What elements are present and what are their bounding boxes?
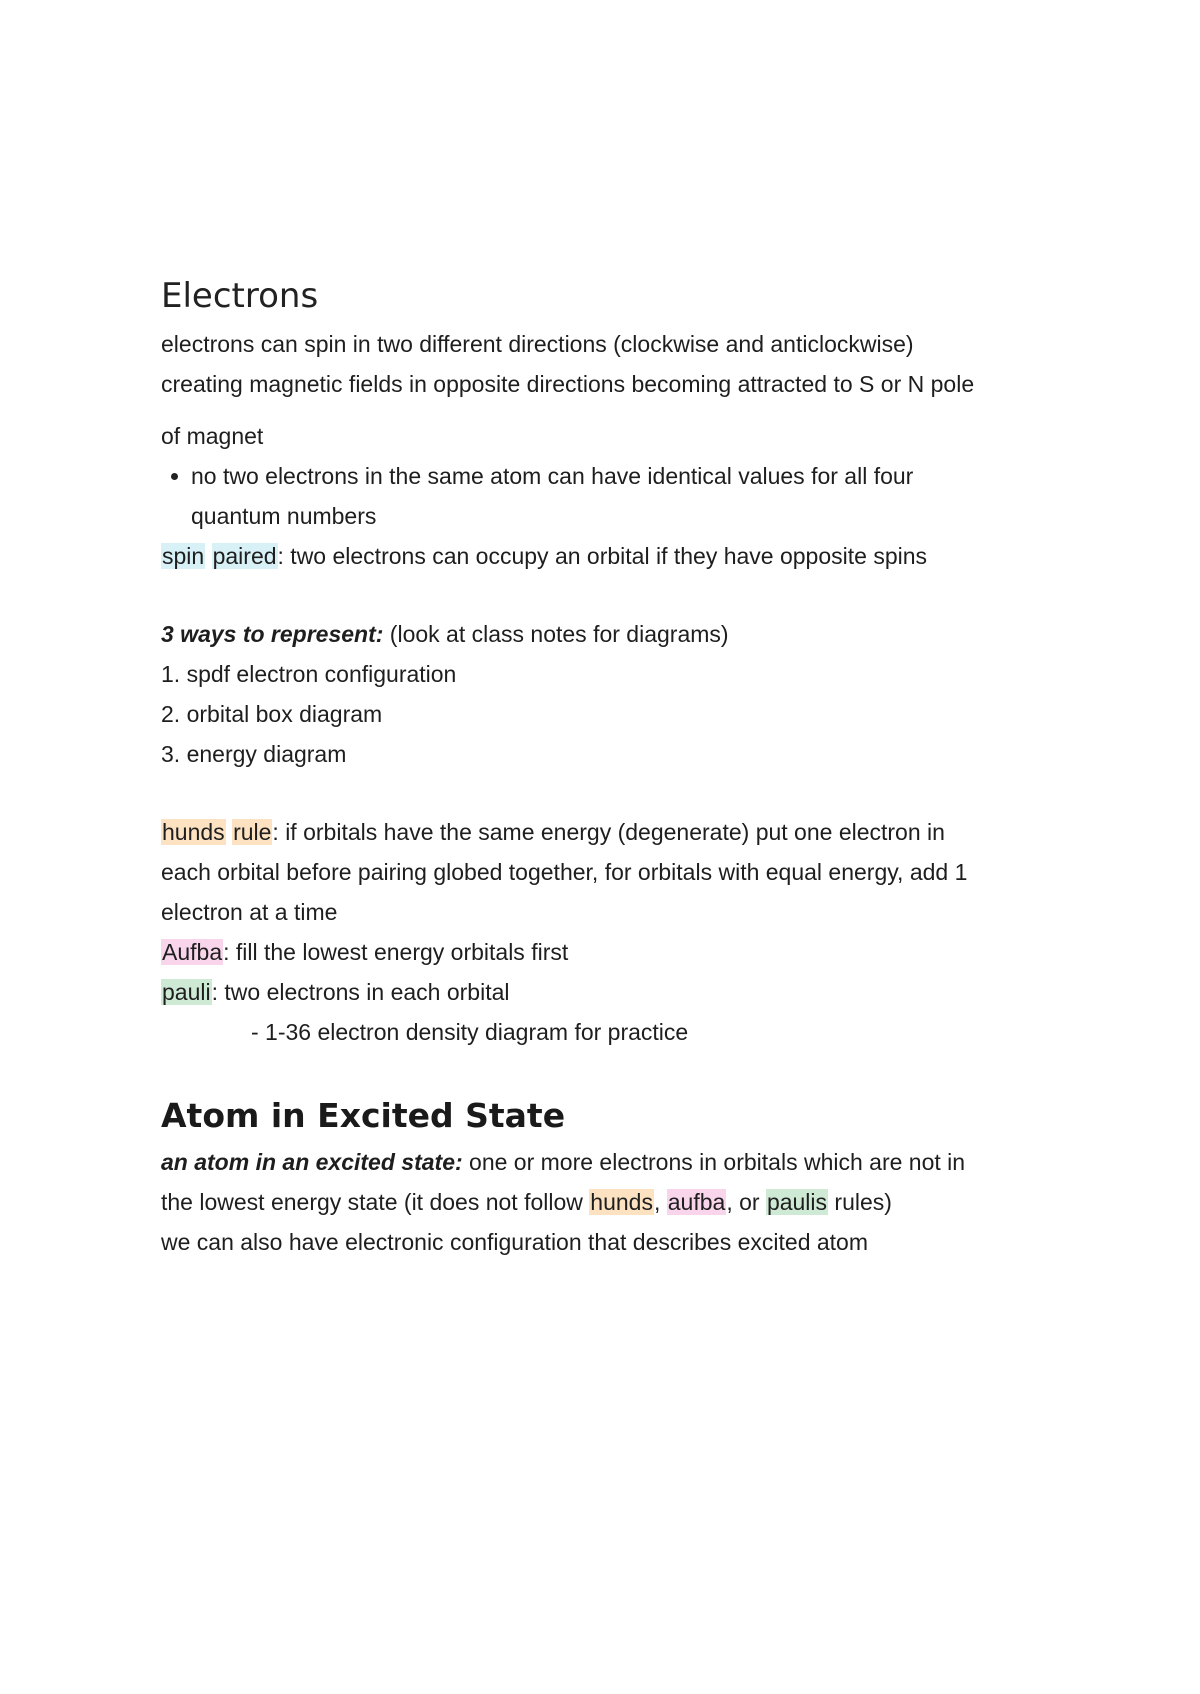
highlight-paired: paired [212,543,277,569]
ways-line [161,614,1061,654]
excited-line-3: we can also have electronic configuration that describes excited atom [161,1229,869,1255]
electrons-line-3: of magnet [161,423,264,449]
electrons-heading: Electrons [161,276,319,316]
highlight-paulis: paulis [766,1189,828,1215]
highlight-hunds-2: hunds [590,1189,653,1215]
rules-end-text: rules) [828,1189,892,1215]
bullet-item [161,456,1061,536]
comma-text: , [653,1189,667,1215]
hunds-text: : if orbitals have the same energy (degenerate) put one electron in [272,819,945,845]
excited-line-1 [161,1142,1061,1182]
ways-item-3: 3. energy diagram [161,741,347,767]
bullet-line-1: no two electrons in the same atom can have identical values for all four [191,463,914,489]
ways-label: 3 ways to represent: [161,621,384,647]
highlight-spin: spin [162,543,205,569]
excited-text-2: the lowest energy state (it does not follow [161,1189,590,1215]
spin-paired-text: : two electrons can occupy an orbital if they have opposite spins [277,543,928,569]
aufba-text: : fill the lowest energy orbitals first [223,939,569,965]
highlight-hunds: hunds [162,819,225,845]
or-text: , or [726,1189,766,1215]
hunds-line-3: electron at a time [161,899,338,925]
pauli-text: : two electrons in each orbital [211,979,510,1005]
electrons-line-1: electrons can spin in two different directions (clockwise and anticlockwise) [161,331,914,357]
aufba-line [161,932,1061,972]
excited-heading: Atom in Excited State [161,1096,566,1135]
excited-label: an atom in an excited state: [161,1149,463,1175]
ways-item-2: 2. orbital box diagram [161,701,383,727]
ways-note: (look at class notes for diagrams) [383,621,729,647]
pauli-line [161,972,1061,1012]
highlight-rule: rule [233,819,272,845]
hunds-line-2: each orbital before pairing globed together, for orbitals with equal energy, add 1 [161,859,968,885]
highlight-aufba-2: aufba [667,1189,726,1215]
bullet-line-2: quantum numbers [191,503,377,529]
excited-line-2 [161,1182,1061,1222]
spin-paired-line [161,536,1061,576]
excited-text-1: one or more electrons in orbitals which are not in [462,1149,966,1175]
notes-page [161,272,1061,1262]
highlight-aufba: Aufba [162,939,223,965]
ways-item-1: 1. spdf electron configuration [161,661,457,687]
electrons-line-2: creating magnetic fields in opposite directions becoming attracted to S or N pole [161,371,975,397]
practice-line: - 1-36 electron density diagram for practice [251,1019,689,1045]
hunds-line-1 [161,812,1061,852]
highlight-pauli: pauli [162,979,211,1005]
